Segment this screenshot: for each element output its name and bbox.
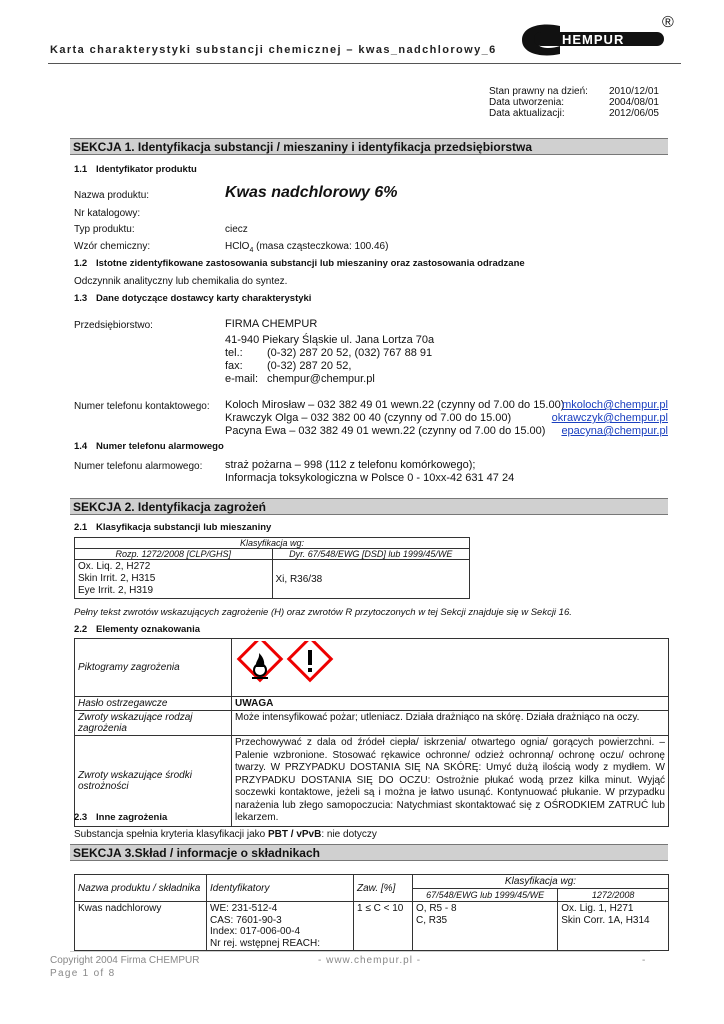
footer-divider [70,951,650,952]
subsection-1-4: 1.4 Numer telefonu alarmowego [74,441,224,452]
formula: HClO$_4$ (masa cząsteczkowa: 100.46) [225,241,389,254]
section-1-title: SEKCJA 1. Identyfikacja substancji / mieszaniny i identyfikacja przedsiębiorstwa [70,138,668,155]
document-dates: Stan prawny na dzień: 2010/12/01 Data utworzenia: 2004/08/01 Data aktualizacji: 2012/06/05 [489,86,659,119]
ghs-pictograms [235,641,335,691]
product-type-label: Typ produktu: [74,224,135,235]
contact-emails [552,399,668,438]
labelling-table: Piktogramy zagrożenia Hasło ostrzegawcze UWAGA Zwroty wskazujące rodzaj zagrożenia Może intensyfikować pożar; utleniacz. Działa drażniąco na skórę. Działa drażniąco na oczy. Zwroty wskazujące środki ostrożności Przechowywać z dala od źródeł ciepła/ iskrzenia/ otwartego ognia/ gorących powierzchni. – Palenie wzbronione. Stosować rękawice ochronne/ odzież ochronną/ ochronę oczu/ ochronę twarzy. W PRZYPADKU DOSTANIA SIĘ NA SKÓRĘ: Umyć dużą ilością wody z mydłem. W PRZYPADKU DOSTANIA SIĘ DO OCZU: Ostrożnie płukać wodą przez kilka minut. Wyjąć soczewki kontaktowe, jeżeli są i można je łatwo usunąć. Kontynuować płukanie. W przypadku narażenia lub złego samopoczucia: Natychmiast skontaktować się z OŚRODKIEM ZATRUĆ lub lekarzem. [74,638,669,827]
email-link[interactable]: mkoloch@chempur.pl [562,399,668,411]
registered-mark: ® [662,14,674,31]
composition-table: Nazwa produktu / składnika Identyfikatory Zaw. [%] Klasyfikacja wg: 67/548/EWG lub 1999/45/WE 1272/2008 Kwas nadchlorowy WE: 231-512-4 CAS: 7601-90-3 Index: 017-006-00-4 Nr rej. wstępnej REACH: 1 ≤ C < 10 O, R5 - 8 C, R35 Ox. Lig. 1, H271 Skin Corr. 1A, H314 [74,874,669,951]
footer-dash: - [642,955,646,966]
svg-text:HEMPUR: HEMPUR [562,32,625,47]
company-address: FIRMA CHEMPUR 41-940 Piekary Śląskie ul. Jana Lortza 70a tel.: (0-32) 287 20 52, (032) 767 88 91 fax: (0-32) 287 20 52, e-mail: chempur@chempur.pl [225,318,435,385]
alarm-phone-label: Numer telefonu alarmowego: [74,461,203,472]
contact-phone-label: Numer telefonu kontaktowego: [74,401,210,412]
footer-page-number: Page 1 of 8 [50,968,116,979]
email-link[interactable]: okrawczyk@chempur.pl [551,412,668,424]
alarm-phone: straż pożarna – 998 (112 z telefonu komórkowego); Informacja toksykologiczna w Polsce 0 - 10xx-42 631 47 24 [225,459,515,484]
footer-copyright: Copyright 2004 Firma CHEMPUR [50,955,200,966]
use-text: Odczynnik analityczny lub chemikalia do syntez. [74,276,288,287]
catalog-number-label: Nr katalogowy: [74,208,141,219]
product-type: ciecz [225,224,248,235]
formula-label: Wzór chemiczny: [74,241,151,252]
contact-list: Koloch Mirosław – 032 382 49 01 wewn.22 (czynny od 7.00 do 15.00) Krawczyk Olga – 032 382 00 40 (czynny od 7.00 do 15.00) Pacyna Ewa – 032 382 49 01 wewn.22 (czynny od 7.00 do 15.00) [225,399,565,437]
product-name: Kwas nadchlorowy 6% [225,184,398,201]
full-text-note: Pełny tekst zwrotów wskazujących zagrożenie (H) oraz zwrotów R przytoczonych w tej Sekcji znajduje się w Sekcji 16. [74,607,572,618]
document-title: Karta charakterystyki substancji chemicznej – kwas_nadchlorowy_6 [50,44,497,56]
footer-website: - www.chempur.pl - [318,955,422,966]
subsection-1-1: 1.1 Identyfikator produktu [74,164,197,175]
subsection-2-3: 2.3 Inne zagrożenia [74,812,168,823]
flame-over-circle-icon [239,641,281,680]
subsection-1-2: 1.2 Istotne zidentyfikowane zastosowania substancji lub mieszaniny oraz zastosowania odradzane [74,258,525,269]
exclamation-mark-icon [289,641,331,680]
email-link[interactable]: epacyna@chempur.pl [561,425,668,437]
subsection-2-2: 2.2 Elementy oznakowania [74,624,201,635]
subsection-1-3: 1.3 Dane dotyczące dostawcy karty charakterystyki [74,293,312,304]
company-email: chempur@chempur.pl [267,373,375,385]
subsection-2-1: 2.1 Klasyfikacja substancji lub mieszaniny [74,522,272,533]
classification-table: Klasyfikacja wg: Rozp. 1272/2008 [CLP/GHS] Dyr. 67/548/EWG [DSD] lub 1999/45/WE Ox. Liq. 2, H272 Skin Irrit. 2, H315 Eye Irrit. 2, H319 Xi, R36/38 [74,537,470,599]
section-3-title: SEKCJA 3.Skład / informacje o składnikach [70,844,668,861]
section-2-title: SEKCJA 2. Identyfikacja zagrożeń [70,498,668,515]
pbt-text: Substancja spełnia kryteria klasyfikacji jako PBT / vPvB: nie dotyczy [74,829,377,840]
header-divider [48,63,681,64]
product-name-label: Nazwa produktu: [74,190,150,201]
company-label: Przedsiębiorstwo: [74,320,153,331]
